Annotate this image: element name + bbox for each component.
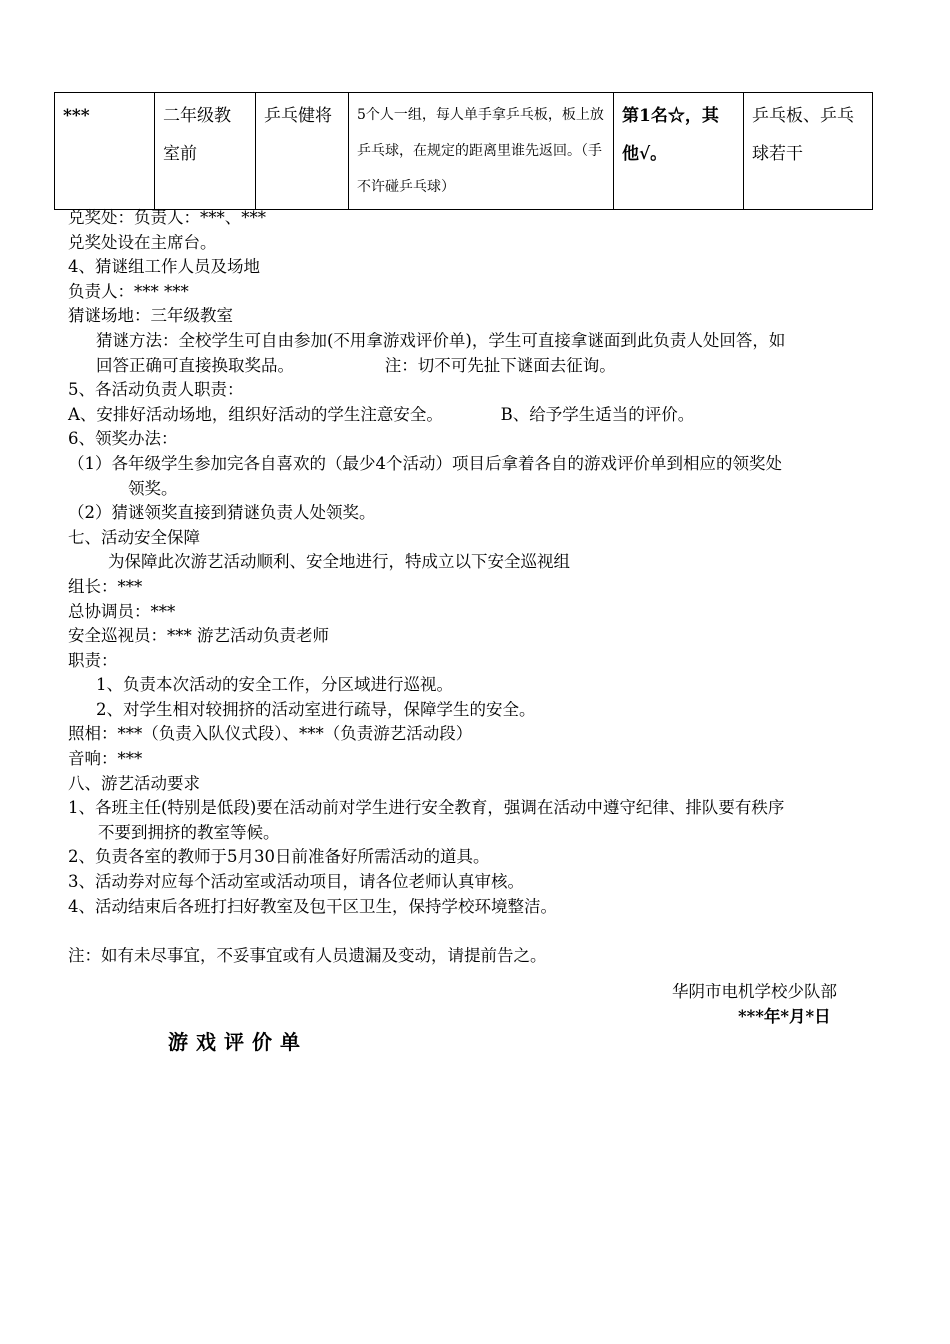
text-line: 负责人：*** *** — [68, 281, 189, 301]
list-item: 3、活动券对应每个活动室或活动项目，请各位老师认真审核。 — [68, 872, 524, 892]
text-line: （1）各年级学生参加完各自喜欢的（最少4个活动）项目后拿着各自的游戏评价单到相应的领奖处 — [68, 453, 782, 473]
table-row — [55, 93, 873, 210]
section-heading: 4、猜谜组工作人员及场地 — [68, 257, 260, 277]
signature-date: ***年*月*日 — [738, 1007, 831, 1026]
list-item: 2、负责各室的教师于5月30日前准备好所需活动的道具。 — [68, 847, 490, 867]
text-line: 职责： — [68, 650, 118, 670]
table-cell-activity: 乒乓健将 — [256, 93, 349, 210]
text-line: 总协调员：*** — [68, 601, 176, 621]
text-line: 猜谜方法：全校学生可自由参加(不用拿游戏评价单)，学生可直接拿谜面到此负责人处回答，如 — [96, 330, 786, 350]
text-line: 音响：*** — [68, 749, 143, 769]
text-line: 不要到拥挤的教室等候。 — [98, 822, 280, 842]
section-heading: 七、活动安全保障 — [68, 527, 200, 547]
text-line: 安全巡视员：*** 游艺活动负责老师 — [68, 626, 329, 646]
table-cell-reward: 第1名☆，其他√。 — [614, 93, 744, 210]
text-line: （2）猜谜领奖直接到猜谜负责人处领奖。 — [68, 503, 376, 523]
signature-org: 华阴市电机学校少队部 — [672, 982, 837, 1001]
table-cell-rules: 5个人一组，每人单手拿乒乓板，板上放乒乓球，在规定的距离里谁先返回。（手不许碰乒乓球） — [349, 93, 614, 210]
table-cell-props: 乒乓板、乒乓球若干 — [744, 93, 873, 210]
section-heading: 八、游艺活动要求 — [68, 773, 200, 793]
text-line: 兑奖处设在主席台。 — [68, 232, 217, 252]
text-line: 领奖。 — [128, 478, 178, 498]
section-heading: 6、领奖办法： — [68, 429, 178, 449]
note-line: 注：如有未尽事宜，不妥事宜或有人员遗漏及变动，请提前告之。 — [68, 945, 547, 965]
form-title: 游戏评价单 — [168, 1030, 308, 1054]
text-line: 回答正确可直接换取奖品。 注：切不可先扯下谜面去征询。 — [96, 355, 616, 375]
text-line: 兑奖处：负责人：***、*** — [68, 208, 266, 227]
text-line: 组长：*** — [68, 576, 143, 596]
table-cell-person: *** — [55, 93, 155, 210]
text-line: 为保障此次游艺活动顺利、安全地进行，特成立以下安全巡视组 — [108, 552, 570, 572]
text-line: 照相：***（负责入队仪式段）、***（负责游艺活动段） — [68, 724, 473, 744]
list-item: 1、各班主任(特别是低段)要在活动前对学生进行安全教育，强调在活动中遵守纪律、排队要有秩序 — [68, 798, 785, 818]
table-cell-location: 二年级教室前 — [155, 93, 256, 210]
list-item: 2、对学生相对较拥挤的活动室进行疏导，保障学生的安全。 — [96, 699, 536, 719]
text-line: 猜谜场地：三年级教室 — [68, 306, 233, 326]
text-line: A、安排好活动场地，组织好活动的学生注意安全。 B、给予学生适当的评价。 — [68, 404, 695, 424]
document-body — [68, 206, 898, 968]
activity-table — [54, 92, 873, 210]
list-item: 1、负责本次活动的安全工作，分区域进行巡视。 — [96, 675, 453, 695]
section-heading: 5、各活动负责人职责： — [68, 380, 244, 400]
list-item: 4、活动结束后各班打扫好教室及包干区卫生，保持学校环境整洁。 — [68, 896, 557, 916]
blank-line — [68, 919, 898, 944]
